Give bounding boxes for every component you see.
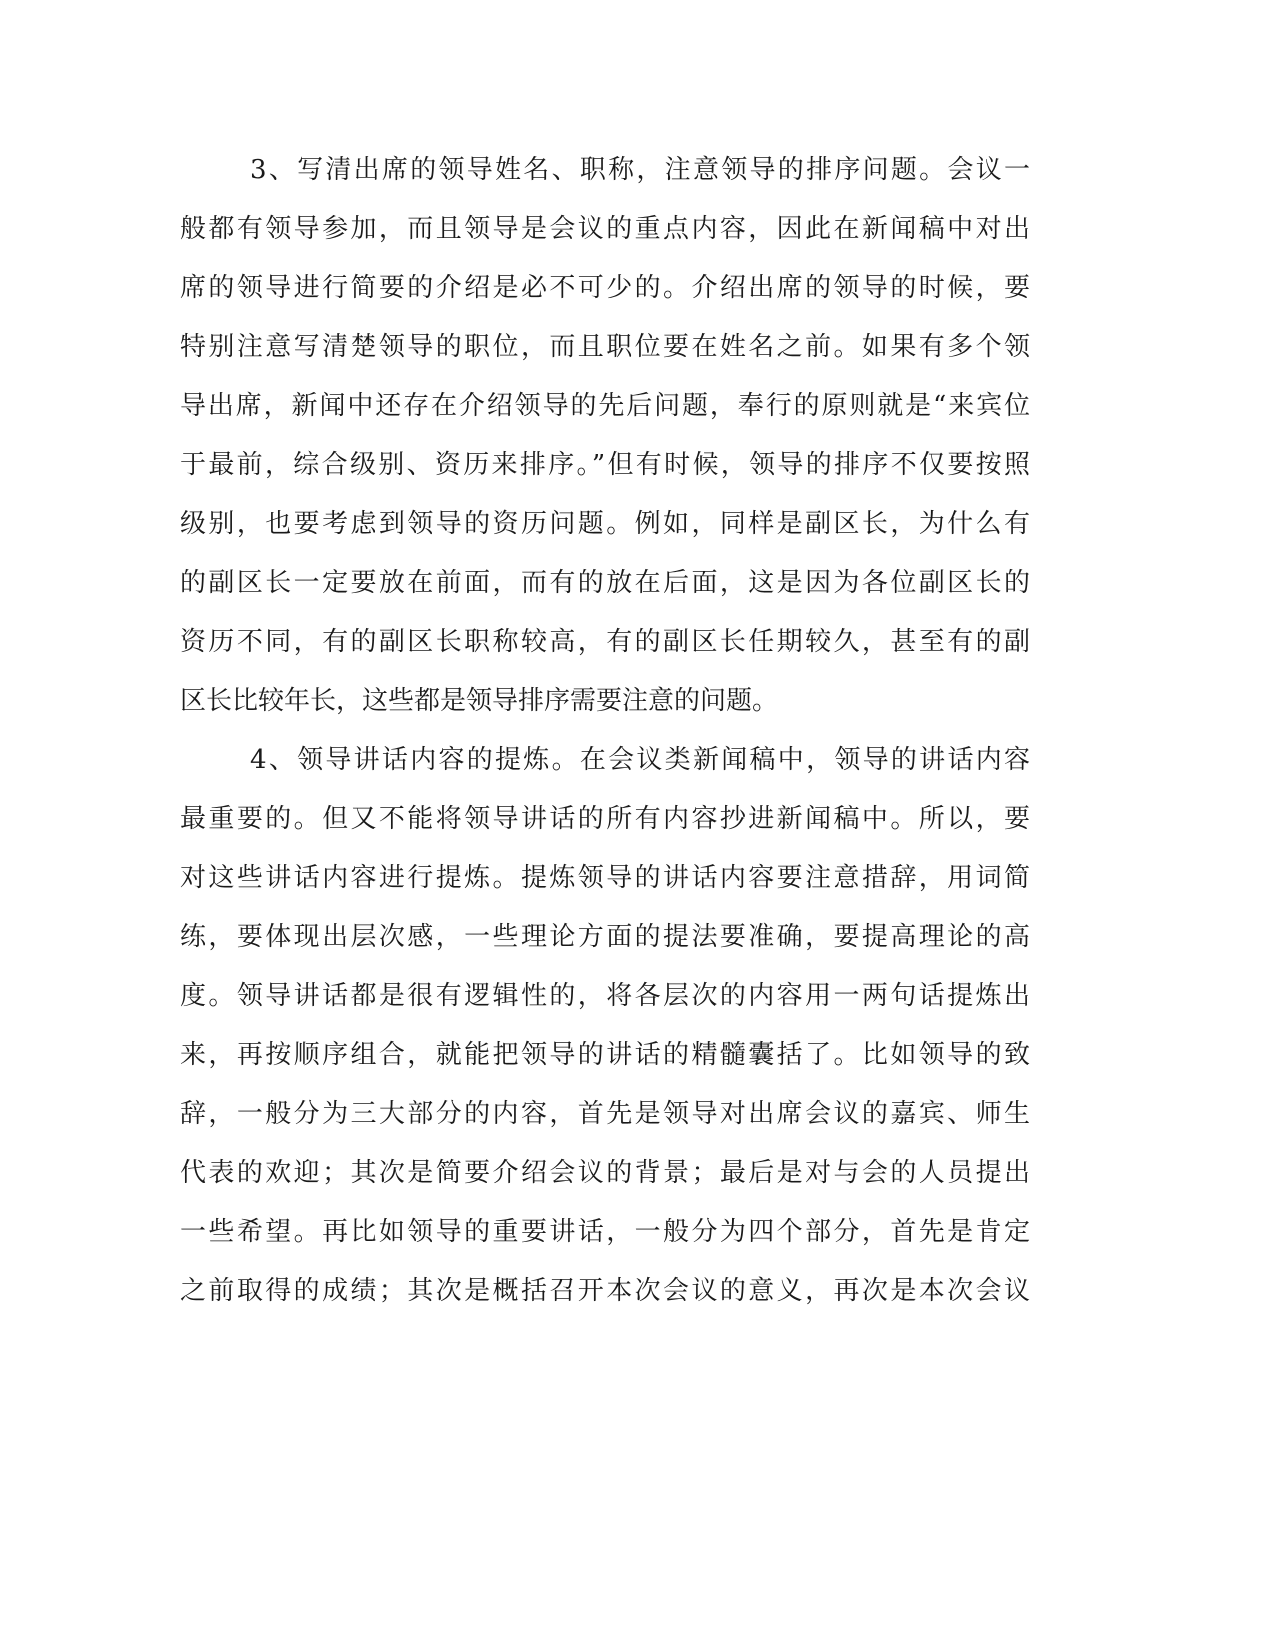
- paragraph-4-line-5: 度。领导讲话都是很有逻辑性的，将各层次的内容用一两句话提炼出: [180, 981, 1030, 1011]
- paragraph-3-line-9: 资历不同，有的副区长职称较高，有的副区长任期较久，甚至有的副: [180, 627, 1030, 657]
- paragraph-4-line-9: 一些希望。再比如领导的重要讲话，一般分为四个部分，首先是肯定: [180, 1217, 1030, 1247]
- paragraph-4-line-10: 之前取得的成绩；其次是概括召开本次会议的意义，再次是本次会议: [180, 1276, 1030, 1306]
- paragraph-4-line-8: 代表的欢迎；其次是简要介绍会议的背景；最后是对与会的人员提出: [180, 1158, 1030, 1188]
- paragraph-4-line-1: 4、领导讲话内容的提炼。在会议类新闻稿中，领导的讲话内容: [250, 745, 1030, 775]
- paragraph-4-line-2: 最重要的。但又不能将领导讲话的所有内容抄进新闻稿中。所以，要: [180, 804, 1030, 834]
- paragraph-4-line-6: 来，再按顺序组合，就能把领导的讲话的精髓囊括了。比如领导的致: [180, 1040, 1030, 1070]
- paragraph-4-line-7: 辞，一般分为三大部分的内容，首先是领导对出席会议的嘉宾、师生: [180, 1099, 1030, 1129]
- paragraph-3-line-3: 席的领导进行简要的介绍是必不可少的。介绍出席的领导的时候，要: [180, 273, 1030, 303]
- paragraph-3-line-2: 般都有领导参加，而且领导是会议的重点内容，因此在新闻稿中对出: [180, 214, 1030, 244]
- paragraph-3-line-8: 的副区长一定要放在前面，而有的放在后面，这是因为各位副区长的: [180, 568, 1030, 598]
- paragraph-4-line-3: 对这些讲话内容进行提炼。提炼领导的讲话内容要注意措辞，用词简: [180, 863, 1030, 893]
- paragraph-4-line-4: 练，要体现出层次感，一些理论方面的提法要准确，要提高理论的高: [180, 922, 1030, 952]
- paragraph-3-line-10: 区长比较年长，这些都是领导排序需要注意的问题。: [180, 686, 779, 716]
- paragraph-3-line-6: 于最前，综合级别、资历来排序。”但有时候，领导的排序不仅要按照: [180, 450, 1030, 480]
- paragraph-3-line-1: 3、写清出席的领导姓名、职称，注意领导的排序问题。会议一: [250, 155, 1030, 185]
- paragraph-3-line-7: 级别，也要考虑到领导的资历问题。例如，同样是副区长，为什么有: [180, 509, 1030, 539]
- paragraph-3-line-5: 导出席，新闻中还存在介绍领导的先后问题，奉行的原则就是“来宾位: [180, 391, 1030, 421]
- paragraph-3-line-4: 特别注意写清楚领导的职位，而且职位要在姓名之前。如果有多个领: [180, 332, 1030, 362]
